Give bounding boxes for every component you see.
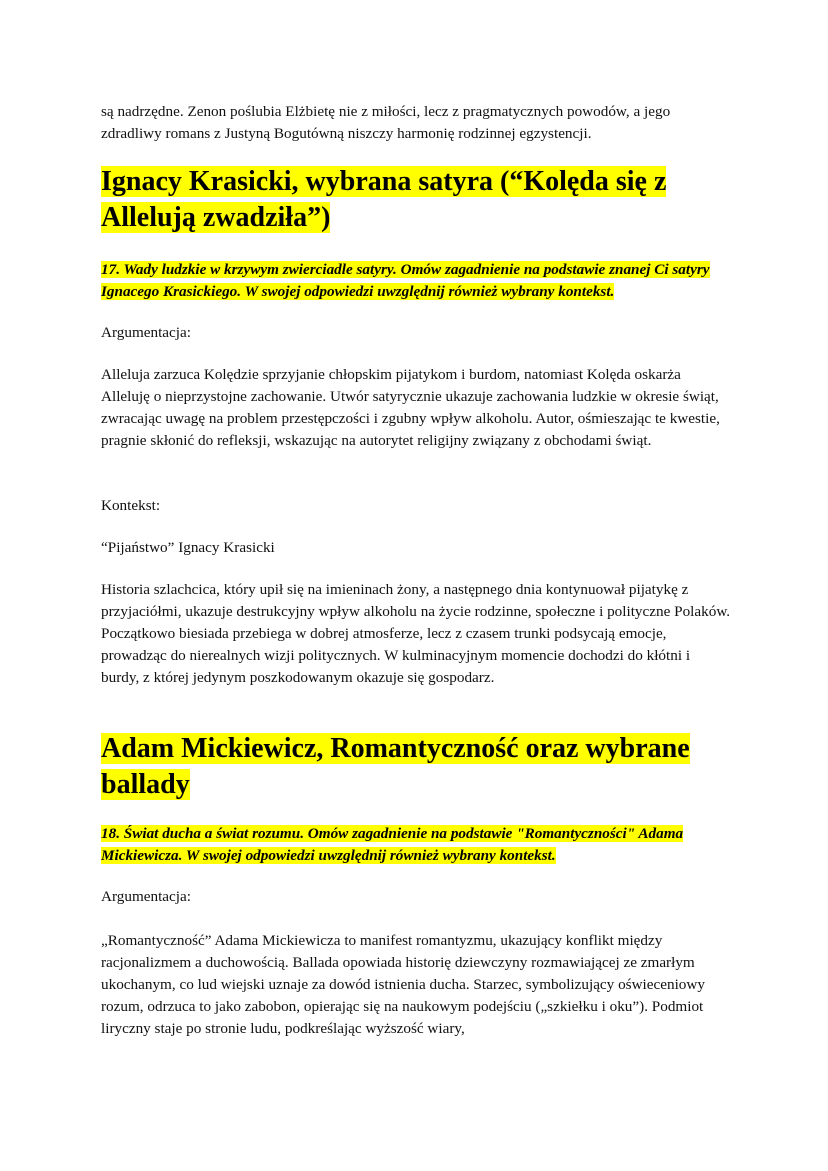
argument-paragraph: „Romantyczność” Adama Mickiewicza to manifest romantyzmu, ukazujący konflikt między racjonalizmem a duchowością. Ballada opowiada historię dziewczyny rozmawiającej ze zmarłym ukochanym, co lud wiejski uznaje za dowód istnienia ducha. Starzec, symbolizujący oświeceniowy rozum, odrzuca to jako zabobon, opierając się na naukowym podejściu („szkiełku i oku”). Podmiot liryczny staje po stronie ludu, podkreślając wyższość wiary,: [101, 932, 705, 1037]
intro-paragraph: są nadrzędne. Zenon poślubia Elżbietę nie z miłości, lecz z pragmatycznych powodów, a jego zdradliwy romans z Justyną Bogutówną niszczy harmonię rodzinnej egzystencji.: [101, 103, 671, 142]
context-paragraph: Historia szlachcica, który upił się na imieninach żony, a następnego dnia kontynuował pijatykę z przyjaciółmi, ukazuje destrukcyjny wpływ alkoholu na życie rodzinne, społeczne i polityczne Polaków. Początkowo biesiada przebiega w dobrej atmosferze, lecz z czasem trunki podsycają emocje, prowadząc do nierealnych wizji politycznych. W kulminacyjnym momencie dochodzi do kłótni i burdy, z której jedynym poszkodowanym okazuje się gospodarz.: [101, 581, 731, 686]
context-label: Kontekst:: [101, 497, 161, 514]
question-18: 18. Świat ducha a świat rozumu. Omów zagadnienie na podstawie "Romantyczności" Adama Mickiewicza. W swojej odpowiedzi uwzględnij również wybrany kontekst.: [101, 825, 684, 864]
argument-paragraph: Alleluja zarzuca Kolędzie sprzyjanie chłopskim pijatykom i burdom, natomiast Kolęda oskarża Alleluję o nieprzystojne zachowanie. Utwór satyrycznie ukazuje zachowania ludzkie w okresie świąt, zwracając uwagę na problem przestępczości i zgubny wpływ alkoholu. Autor, ośmieszając te kwestie, pragnie skłonić do refleksji, wskazując na autorytet religijny związany z obchodami świąt.: [101, 366, 720, 449]
section-heading-krasicki: Ignacy Krasicki, wybrana satyra (“Kolęda się z Allelują zwadziła”): [101, 166, 667, 233]
argument-label: Argumentacja:: [101, 888, 191, 905]
context-title: “Pijaństwo” Ignacy Krasicki: [101, 539, 275, 556]
argument-label: Argumentacja:: [101, 324, 191, 341]
question-17: 17. Wady ludzkie w krzywym zwierciadle satyry. Omów zagadnienie na podstawie znanej Ci satyry Ignacego Krasickiego. W swojej odpowiedzi uwzględnij również wybrany kontekst.: [101, 261, 710, 300]
section-heading-mickiewicz: Adam Mickiewicz, Romantyczność oraz wybrane ballady: [101, 733, 690, 800]
